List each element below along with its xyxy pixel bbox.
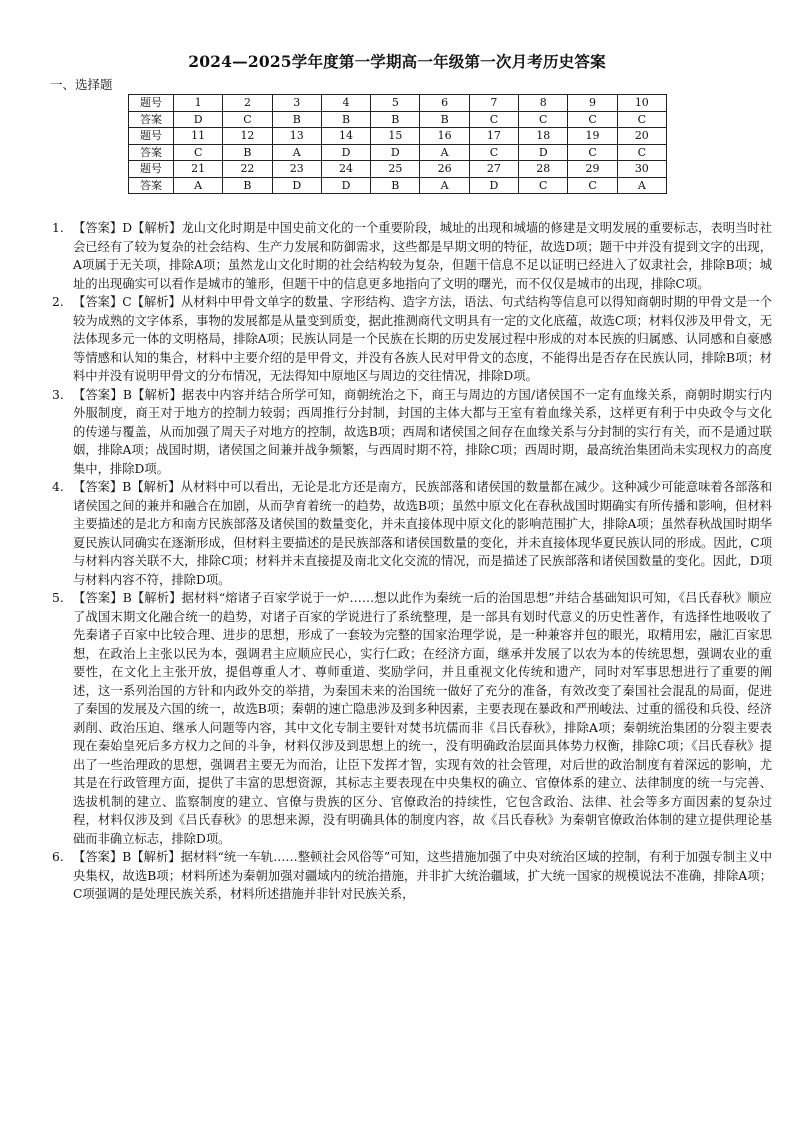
table-cell: B [223, 177, 272, 194]
table-cell: C [568, 144, 617, 161]
table-cell: 6 [420, 95, 469, 112]
list-item [52, 478, 772, 589]
table-cell: 17 [469, 128, 518, 145]
table-cell: 27 [469, 161, 518, 178]
item-explanation: 【答案】D【解析】龙山文化时期是中国史前文化的一个重要阶段，城址的出现和城墙的修建是文明发展的重要标志，表明当时社会已经有了较为复杂的社会结构、生产力发展和防御需求，这些都是早期文明的特征，故选D项；题干中并没有提到文字的出现，A项属于无关项，排除A项；虽然龙山文化时期的社会结构较为复杂，但题干信息不足以证明已经进入了奴隶社会，排除B项；城址的出现确实可以看作是城市的雏形，但题干中的信息更多地指向了文明的曙光，而不仅仅是城市的出现，排除C项。 [73, 221, 772, 291]
item-explanation: 【答案】B【解析】从材料中可以看出，无论是北方还是南方，民族部落和诸侯国的数量都在减少。这种减少可能意味着各部落和诸侯国之间的兼并和融合在加剧，从而孕育着统一的趋势，故选B项；虽然中原文化在春秋战国时期确实有所传播和影响，但材料主要描述的是北方和南方民族部落及诸侯国的数量变化，并未直接体现中原文化的影响范围扩大，排除A项；虽然春秋战国时期华夏民族认同确实在逐渐形成，但材料主要描述的是民族部落和诸侯国数量的变化，并未直接体现华夏民族认同的形成。因此，C项与材料内容关联不大，排除C项；材料并未直接提及南北文化交流的情况，而是描述了民族部落和诸侯国数量的变化。因此，D项与材料内容不符，排除D项。 [73, 480, 772, 587]
table-cell: 13 [272, 128, 321, 145]
list-item [52, 219, 772, 293]
table-row [129, 111, 667, 128]
item-number: 5. [52, 591, 64, 605]
table-cell: B [371, 111, 420, 128]
row-label: 题号 [129, 128, 174, 145]
section-heading: 一、选择题 [50, 77, 113, 92]
table-cell: D [519, 144, 568, 161]
table-cell: A [272, 144, 321, 161]
item-number: 2. [52, 295, 64, 309]
table-cell: 8 [519, 95, 568, 112]
table-cell: 16 [420, 128, 469, 145]
table-cell: B [420, 111, 469, 128]
table-cell: D [272, 177, 321, 194]
table-cell: C [469, 144, 518, 161]
item-explanation: 【答案】B【解析】据材料“统一车轨……整顿社会风俗等”可知，这些措施加强了中央对统治区域的控制，有利于加强专制主义中央集权，故选B项；材料所述为秦朝加强对疆域内的统治措施，并非扩大统治疆域，扩大统一国家的规模说法不准确，排除A项；C项强调的是处理民族关系，材料所述措施并非针对民族关系， [73, 850, 772, 901]
item-number: 4. [52, 480, 64, 494]
item-number: 3. [52, 387, 64, 402]
table-row [129, 95, 667, 112]
table-cell: 9 [568, 95, 617, 112]
table-cell: A [420, 177, 469, 194]
table-cell: 11 [174, 128, 223, 145]
table-row [129, 161, 667, 178]
table-cell: 3 [272, 95, 321, 112]
table-cell: 7 [469, 95, 518, 112]
table-cell: C [519, 177, 568, 194]
table-cell: 4 [321, 95, 370, 112]
list-item [52, 386, 772, 479]
table-cell: 1 [174, 95, 223, 112]
table-cell: 10 [617, 95, 666, 112]
table-cell: A [420, 144, 469, 161]
table-cell: C [568, 111, 617, 128]
table-cell: C [617, 111, 666, 128]
table-row [129, 177, 667, 194]
table-cell: 19 [568, 128, 617, 145]
table-cell: 2 [223, 95, 272, 112]
table-cell: D [371, 144, 420, 161]
table-cell: B [321, 111, 370, 128]
row-label: 题号 [129, 95, 174, 112]
table-cell: 23 [272, 161, 321, 178]
table-cell: 12 [223, 128, 272, 145]
item-number: 6. [52, 850, 64, 864]
item-explanation: 【答案】C【解析】从材料中甲骨文单字的数量、字形结构、造字方法，语法、句式结构等信息可以得知商朝时期的甲骨文是一个较为成熟的文字体系，事物的发展都是从量变到质变，据此推测商代文明具有一定的文化底蕴，故选C项；材料仅涉及甲骨文，无法体现多元一体的文明格局，排除A项；民族认同是一个民族在长期的历史发展过程中形成的对本民族的归属感、认同感和自豪感等情感和认知的集合，材料中主要介绍的是甲骨文，并没有各族人民对甲骨文的态度，不能得出是否存在民族认同，排除B项；材料中并没有说明甲骨文的分布情况，无法得知中原地区与周边的交往情况，排除D项。 [73, 295, 772, 383]
row-label: 答案 [129, 144, 174, 161]
table-cell: D [469, 177, 518, 194]
table-cell: B [371, 177, 420, 194]
explanation-list [52, 219, 772, 904]
table-cell: 14 [321, 128, 370, 145]
table-cell: C [174, 144, 223, 161]
table-cell: 21 [174, 161, 223, 178]
table-cell: C [519, 111, 568, 128]
table-cell: 26 [420, 161, 469, 178]
list-item [52, 848, 772, 904]
item-explanation: 【答案】B【解析】据表中内容并结合所学可知，商朝统治之下，商王与周边的方国/诸侯国不一定有血缘关系，商朝时期实行内外服制度，商王对于地方的控制力较弱；西周推行分封制，封国的主体大都与王室有着血缘关系，这样更有利于中央政令与文化的传递与覆盖，从而加强了周天子对地方的控制，故选B项；西周和诸侯国之间存在血缘关系与分封制的实行有关，而不是通过联姻，排除A项；战国时期，诸侯国之间兼并战争频繁，与西周时期不符，排除C项；西周时期，最高统治集团尚未实现权力的高度集中，排除D项。 [73, 387, 772, 476]
table-cell: A [617, 177, 666, 194]
item-explanation: 【答案】B【解析】据材料“熔诸子百家学说于一炉……想以此作为秦统一后的治国思想”并结合基础知识可知，《吕氏春秋》顺应了战国末期文化融合统一的趋势，对诸子百家的学说进行了系统整理，是一部具有划时代意义的历史性著作，有选择性地吸收了先秦诸子百家中比较合理、进步的思想，形成了一套较为完整的国家治理学说，是一种兼容并包的眼光，取精用宏，融汇百家思想，在政治上主张以民为本，强调君主应顺应民心，实行仁政；在经济方面，继承并发展了以农为本的传统思想，强调农业的重要性，在文化上主张开放，提倡尊重人才、尊师重道、奖励学问，并且重视文化传统和遗产，同时对军事思想进行了重要的阐述，这一系列治国的方针和内政外交的举措，为秦国未来的治国统一做好了充分的准备，有效改变了秦国社会混乱的局面，促进了秦国的发展及六国的统一，故选B项；秦朝的速亡隐患涉及到多种因素，主要表现在暴政和严刑峻法、过重的徭役和兵役、经济剥削、政治压迫、继承人问题等内容，其中文化专制主要针对焚书坑儒而非《吕氏春秋》，排除A项；秦朝统治集团的分裂主要表现在秦始皇死后多方权力之间的斗争，材料仅涉及到思想上的统一，没有明确政治层面具体势力权衡，排除C项；《吕氏春秋》提出了一些治理政的思想，强调君主要无为而治，让臣下发挥才智，实现有效的社会管理，对后世的政治制度有着深远的影响，尤其是在行政管理方面，提供了丰富的思想资源，其标志主要表现在中央集权的确立、官僚体系的建立、法律制度的统一与完善、选拔机制的建立、监察制度的建立、官僚与贵族的区分、官僚政治的持续性，它包含政治、法律、社会等多方面因素的复杂过程，材料仅涉及到《吕氏春秋》的思想来源，没有明确具体的制度内容，故《吕氏春秋》为秦朝官僚政治体制的建立提供理论基础而非确立标志，排除D项。 [73, 591, 772, 846]
table-cell: A [174, 177, 223, 194]
table-cell: C [617, 144, 666, 161]
row-label: 答案 [129, 177, 174, 194]
list-item [52, 589, 772, 848]
table-row [129, 128, 667, 145]
table-cell: 15 [371, 128, 420, 145]
table-cell: D [321, 177, 370, 194]
table-cell: 5 [371, 95, 420, 112]
table-cell: 30 [617, 161, 666, 178]
table-cell: 25 [371, 161, 420, 178]
table-cell: C [223, 111, 272, 128]
table-cell: C [568, 177, 617, 194]
document-title: 2024—2025学年度第一学期高一年级第一次月考历史答案 [188, 52, 606, 71]
table-row [129, 144, 667, 161]
row-label: 答案 [129, 111, 174, 128]
table-cell: C [469, 111, 518, 128]
answer-table [128, 94, 667, 194]
row-label: 题号 [129, 161, 174, 178]
table-cell: 20 [617, 128, 666, 145]
table-cell: 28 [519, 161, 568, 178]
table-cell: 22 [223, 161, 272, 178]
table-cell: 18 [519, 128, 568, 145]
table-cell: B [223, 144, 272, 161]
table-cell: B [272, 111, 321, 128]
table-cell: D [321, 144, 370, 161]
table-cell: 29 [568, 161, 617, 178]
item-number: 1. [52, 221, 64, 235]
table-cell: 24 [321, 161, 370, 178]
table-cell: D [174, 111, 223, 128]
list-item [52, 293, 772, 386]
